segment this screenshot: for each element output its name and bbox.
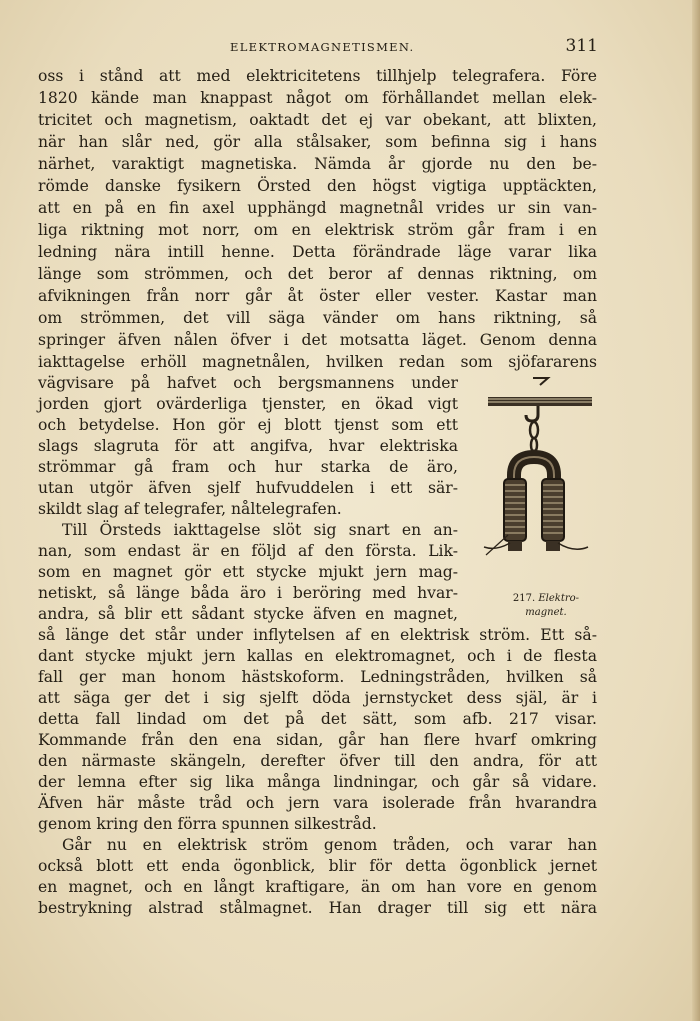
text-line: och betydelse. Hon gör ej blott tjenst som ett: [38, 416, 458, 434]
text-line: detta fall lindad om det på det sätt, som afb. 217 visar.: [38, 710, 597, 728]
text-line: liga riktning mot norr, om en elektrisk ström går fram i en: [38, 221, 597, 239]
text-line: slags slagruta för att angifva, hvar elektriska: [38, 437, 458, 455]
text-line: netiskt, så länge båda äro i beröring med hvar-: [38, 584, 458, 602]
text-line: andra, så blir ett sådant stycke äfven en magnet,: [38, 605, 458, 623]
text-line: springer äfven nålen öfver i det motsatta läget. Genom denna: [38, 331, 597, 349]
text-line: som en magnet gör ett stycke mjukt jern mag-: [38, 563, 458, 581]
electromagnet-figure: [478, 375, 598, 595]
text-line: afvikningen från norr går åt öster eller vester. Kastar man: [38, 287, 597, 305]
text-line: 1820 kände man knappast något om förhållandet mellan elek-: [38, 89, 597, 107]
text-line: också blott ett enda ögonblick, blir för detta ögonblick jernet: [38, 857, 597, 875]
text-line: att säga ger det i sig sjelft döda jernstycket dess själ, är i: [38, 689, 597, 707]
page-edge: [692, 0, 700, 1021]
text-line: om strömmen, det vill säga vänder om hans riktning, så: [38, 309, 597, 327]
text-line: tricitet och magnetism, oaktadt det ej var obekant, att blixten,: [38, 111, 597, 129]
text-line: att en på en fin axel upphängd magnetnål vrides ur sin van-: [38, 199, 597, 217]
text-line: strömmar gå fram och hur starka de äro,: [38, 458, 458, 476]
text-line: nan, som endast är en följd af den första. Lik-: [38, 542, 458, 560]
text-line: närhet, varaktigt magnetiska. Nämda år gjorde nu den be-: [38, 155, 597, 173]
text-line: den närmaste skängeln, derefter öfver till den andra, för att: [38, 752, 597, 770]
page-number: 311: [565, 36, 598, 56]
text-line: oss i stånd att med elektricitetens tillhjelp telegrafera. Före: [38, 67, 597, 85]
text-line: Till Örsteds iakttagelse slöt sig snart en an-: [62, 521, 458, 539]
text-line: länge som strömmen, och det beror af dennas riktning, om: [38, 265, 597, 283]
figure-caption-text: Elektro- magnet.: [525, 593, 580, 618]
text-line: genom kring den förra spunnen silkestråd.: [38, 815, 377, 833]
text-line: en magnet, och en långt kraftigare, än om han vore en genom: [38, 878, 597, 896]
figure-number: 217.: [512, 593, 536, 604]
text-line: jorden gjort ovärderliga tjenster, en ökad vigt: [38, 395, 458, 413]
text-line: så länge det står under inflytelsen af en elektrisk ström. Ett så-: [38, 626, 597, 644]
text-line: Kommande från den ena sidan, går han flere hvarf omkring: [38, 731, 597, 749]
running-title: ELEKTROMAGNETISMEN.: [230, 40, 415, 54]
text-line: der lemna efter sig lika många lindningar, och går så vidare.: [38, 773, 597, 791]
text-line: Går nu en elektrisk ström genom tråden, och varar han: [62, 836, 597, 854]
page-header: [38, 36, 598, 58]
text-line: ledning nära intill henne. Detta förändrade läge varar lika: [38, 243, 597, 261]
text-line: skildt slag af telegrafer, nåltelegrafen.: [38, 500, 342, 518]
text-line: när han slår ned, gör alla stålsaker, som befinna sig i hans: [38, 133, 597, 151]
text-line: Äfven här måste tråd och jern vara isolerade från hvarandra: [38, 794, 597, 812]
text-line: vägvisare på hafvet och bergsmannens under: [38, 374, 458, 392]
text-line: dant stycke mjukt jern kallas en elektromagnet, och i de flesta: [38, 647, 597, 665]
figure-caption: [496, 592, 596, 620]
text-line: fall ger man honom hästskoform. Ledningstråden, hvilken så: [38, 668, 597, 686]
text-line: utan utgör äfven sjelf hufvuddelen i ett sär-: [38, 479, 458, 497]
text-line: bestrykning alstrad stålmagnet. Han drager till sig ett nära: [38, 899, 597, 917]
horseshoe-electromagnet-icon: [478, 375, 598, 595]
text-line: iakttagelse erhöll magnetnålen, hvilken redan som sjöfararens: [38, 353, 597, 371]
text-line: römde danske fysikern Örsted den högst vigtiga upptäckten,: [38, 177, 597, 195]
